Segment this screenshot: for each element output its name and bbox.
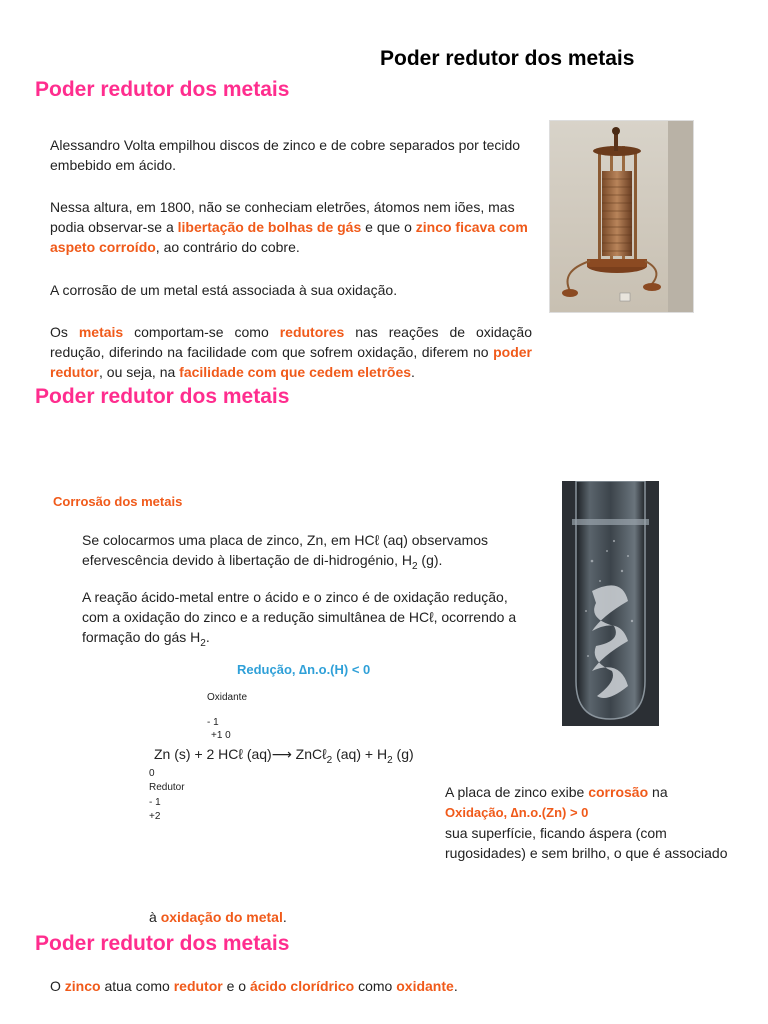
oxidation-number-plus2: +2 bbox=[149, 811, 161, 822]
test-tube-photo bbox=[562, 481, 659, 726]
section2-paragraph-1: Se colocarmos uma placa de zinco, Zn, em HCℓ (aq) observamos efervescência devido à libertação de di-hidrogénio, $H_2$ (g). bbox=[82, 532, 489, 572]
oxidation-number-plus1-0: +1 0 bbox=[211, 730, 231, 741]
section3-title: Poder redutor dos metais bbox=[35, 932, 290, 955]
section2-subtitle: Corrosão dos metais bbox=[53, 494, 183, 509]
section1-title: Poder redutor dos metais bbox=[35, 78, 290, 101]
zinc-plate-description: A placa de zinco exibe corrosão na Oxidação, ∆n.o.(Zn) > 0 sua superfície, ficando áspera (com rugosidades) e sem brilho, o que é associado bbox=[445, 784, 728, 861]
section2-final-line: à oxidação do metal. bbox=[149, 909, 287, 925]
section1-paragraph-2: Nessa altura, em 1800, não se conheciam eletrões, átomos nem iões, mas podia observar-se a libertação de bolhas de gás e que o zinco ficava com aspeto corroído, ao contrário do cobre. bbox=[50, 199, 528, 255]
section2-paragraph-2: A reação ácido-metal entre o ácido e o zinco é de oxidação redução, com a oxidação do zinco e a redução simultânea de HCℓ, ocorrendo a formação do gás $H_2$. bbox=[82, 589, 517, 649]
volta-pile-photo bbox=[549, 120, 694, 313]
oxidation-number-zero: 0 bbox=[149, 768, 155, 779]
reductant-label: Redutor bbox=[149, 782, 185, 793]
oxidation-number-minus1-bottom: - 1 bbox=[149, 797, 161, 808]
reduction-label: Redução, ∆n.o.(H) < 0 bbox=[237, 662, 371, 677]
section2-title: Poder redutor dos metais bbox=[35, 385, 290, 408]
page-top-title: Poder redutor dos metais bbox=[380, 47, 635, 70]
oxidation-number-minus1-top: - 1 bbox=[207, 717, 219, 728]
section1-paragraph-4: Os metais comportam-se como redutores nas reações de oxidação redução, diferindo na facilidade com que sofrem oxidação, diferem no poder redutor, ou seja, na facilidade com que cedem eletrões. bbox=[50, 324, 533, 380]
oxidant-label: Oxidante bbox=[207, 692, 248, 703]
section1-paragraph-3: A corrosão de um metal está associada à sua oxidação. bbox=[50, 282, 398, 298]
oxidation-label: Oxidação, ∆n.o.(Zn) > 0 bbox=[445, 805, 589, 820]
chemical-equation: Zn (s) + 2 HCℓ (aq)⟶ ZnCℓ$_2$ $(aq) + H_2$ (g) bbox=[154, 746, 414, 766]
section1-paragraph-1: Alessandro Volta empilhou discos de zinco e de cobre separados por tecido embebido em ácido. bbox=[50, 137, 521, 173]
section3-paragraph: O zinco atua como redutor e o ácido clorídrico como oxidante. bbox=[50, 978, 458, 994]
